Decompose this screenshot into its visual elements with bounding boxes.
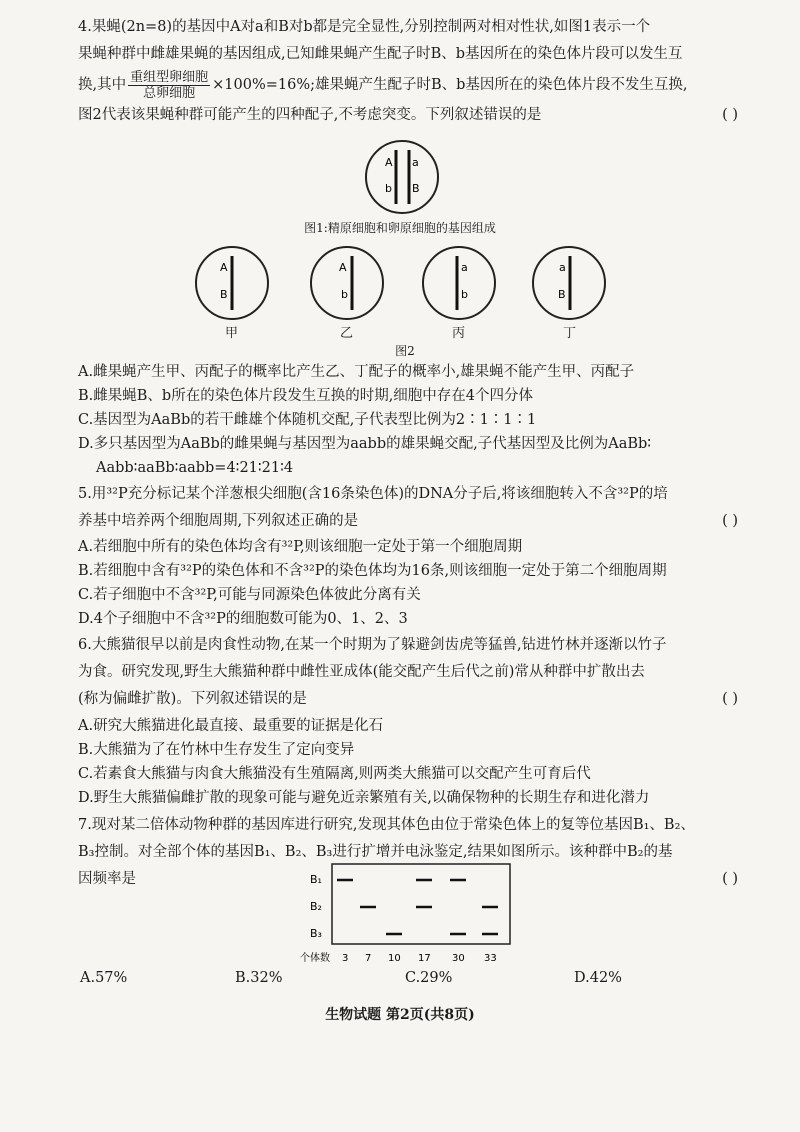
fig1-gene-B: B [412,182,420,195]
gene-bottom: B [220,288,228,301]
fraction-denominator: 总卵细胞 [143,85,196,101]
q6-line3 [78,686,738,713]
answer-paren: ( ) [722,871,738,887]
q7-option-c: C.29% [405,970,453,986]
q4-line3-pre: 换,其中 [78,77,127,93]
figure-1 [362,138,442,216]
fraction-numerator: 重组型卵细胞 [130,69,209,85]
fig1-gene-b: b [385,182,392,195]
gene-bottom: b [341,288,348,301]
q6-line2: 为食。研究发现,野生大熊猫种群中雌性亚成体(能交配产生后代之前)常从种群中扩散出去 [78,664,645,680]
q4-line4 [78,102,738,129]
q4-stem-end: 图2代表该果蝇种群可能产生的四种配子,不考虑突变。下列叙述错误的是 [78,107,542,123]
q6-stem-end: (称为偏雌扩散)。下列叙述错误的是 [78,691,307,707]
q4-option-b: B.雌果蝇B、b所在的染色体片段发生互换的时期,细胞中存在4个四分体 [78,388,534,404]
row-label-b2: B₂ [310,900,322,913]
answer-paren: ( ) [722,513,738,529]
fig1-cell-circle [366,141,438,213]
ratio-fraction [128,70,210,101]
q6-option-d: D.野生大熊猫偏雌扩散的现象可能与避免近亲繁殖有关,以确保物种的长期生存和进化潜力 [78,790,650,806]
q4-option-a: A.雌果蝇产生甲、丙配子的概率比产生乙、丁配子的概率小,雄果蝇不能产生甲、丙配子 [78,364,635,380]
count-label: 个体数 [300,953,330,964]
question-4 [78,14,738,129]
question-5 [78,481,738,535]
q5-line1: 5.用³²P充分标记某个洋葱根尖细胞(含16条染色体)的DNA分子后,将该细胞转入不含³²P的培 [78,486,668,502]
fig2-cell-bing [420,244,498,322]
fig2-caption: 图2 [395,344,415,358]
q4-option-d: D.多只基因型为AaBb的雌果蝇与基因型为aabb的雄果蝇交配,子代基因型及比例为AaBb∶ [78,436,652,452]
fig1-gene-A: A [385,156,393,169]
count-30: 30 [452,953,465,964]
fig1-caption: 图1:精原细胞和卵原细胞的基因组成 [304,221,496,235]
fig2-cell-jia [193,244,271,322]
count-10: 10 [388,953,401,964]
q7-option-a: A.57% [80,970,128,986]
q7-option-b: B.32% [235,970,283,986]
electrophoresis-figure [300,860,520,970]
q6-option-b: B.大熊猫为了在竹林中生存发生了定向变异 [78,742,355,758]
gene-top: a [461,261,468,274]
q7-option-d: D.42% [574,970,622,986]
gene-bottom: B [558,288,566,301]
q4-line3 [78,68,738,102]
q4-option-d-cont: Aabb∶aaBb∶aabb=4∶21∶21∶4 [96,460,294,476]
question-6 [78,632,738,713]
q5-option-b: B.若细胞中含有³²P的染色体和不含³²P的染色体均为16条,则该细胞一定处于第二个细胞周期 [78,563,667,579]
q7-line1: 7.现对某二倍体动物种群的基因库进行研究,发现其体色由位于常染色体上的复等位基因B₁、B₂、 [78,817,695,833]
fig2-label-ding: 丁 [563,326,577,341]
fig2-label-yi: 乙 [340,326,354,341]
gene-top: a [559,261,566,274]
answer-paren: ( ) [722,107,738,123]
q7-stem-end: 因频率是 [78,871,136,887]
fig2-cell-ding [530,244,608,322]
count-3: 3 [342,953,349,964]
q5-option-d: D.4个子细胞中不含³²P的细胞数可能为0、1、2、3 [78,611,408,627]
q6-option-c: C.若素食大熊猫与肉食大熊猫没有生殖隔离,则两类大熊猫可以交配产生可育后代 [78,766,591,782]
q4-option-c: C.基因型为AaBb的若干雌雄个体随机交配,子代表型比例为2∶1∶1∶1 [78,412,537,428]
q4-line3-post: ×100%=16%;雄果蝇产生配子时B、b基因所在的染色体片段不发生互换, [212,77,688,93]
fig2-label-jia: 甲 [225,326,239,341]
gel-frame [332,864,510,944]
cell-circle [311,247,383,319]
q5-option-c: C.若子细胞中不含³²P,可能与同源染色体彼此分离有关 [78,587,421,603]
fig1-gene-a: a [412,156,419,169]
gene-top: A [220,261,228,274]
q7-line2: B₃控制。对全部个体的基因B₁、B₂、B₃进行扩增并电泳鉴定,结果如图所示。该种群中B₂的基 [78,844,673,860]
q5-line2 [78,508,738,535]
q6-option-a: A.研究大熊猫进化最直接、最重要的证据是化石 [78,718,384,734]
fig2-label-bing: 丙 [452,326,466,341]
fig2-cell-yi [308,244,386,322]
answer-paren: ( ) [722,691,738,707]
count-17: 17 [418,953,431,964]
row-label-b1: B₁ [310,873,322,886]
page-footer: 生物试题 第2页(共8页) [325,1007,475,1023]
cell-circle [423,247,495,319]
count-7: 7 [365,953,372,964]
gene-top: A [339,261,347,274]
q6-line1: 6.大熊猫很早以前是肉食性动物,在某一个时期为了躲避剑齿虎等猛兽,钻进竹林并逐渐以竹子 [78,637,667,653]
row-label-b3: B₃ [310,927,322,940]
q5-option-a: A.若细胞中所有的染色体均含有³²P,则该细胞一定处于第一个细胞周期 [78,539,523,555]
count-33: 33 [484,953,497,964]
q4-line2: 果蝇种群中雌雄果蝇的基因组成,已知雌果蝇产生配子时B、b基因所在的染色体片段可以发生互 [78,46,683,62]
q5-stem-end: 养基中培养两个细胞周期,下列叙述正确的是 [78,513,359,529]
q4-line1: 4.果蝇(2n=8)的基因中A对a和B对b都是完全显性,分别控制两对相对性状,如图1表示一个 [78,19,651,35]
gene-bottom: b [461,288,468,301]
